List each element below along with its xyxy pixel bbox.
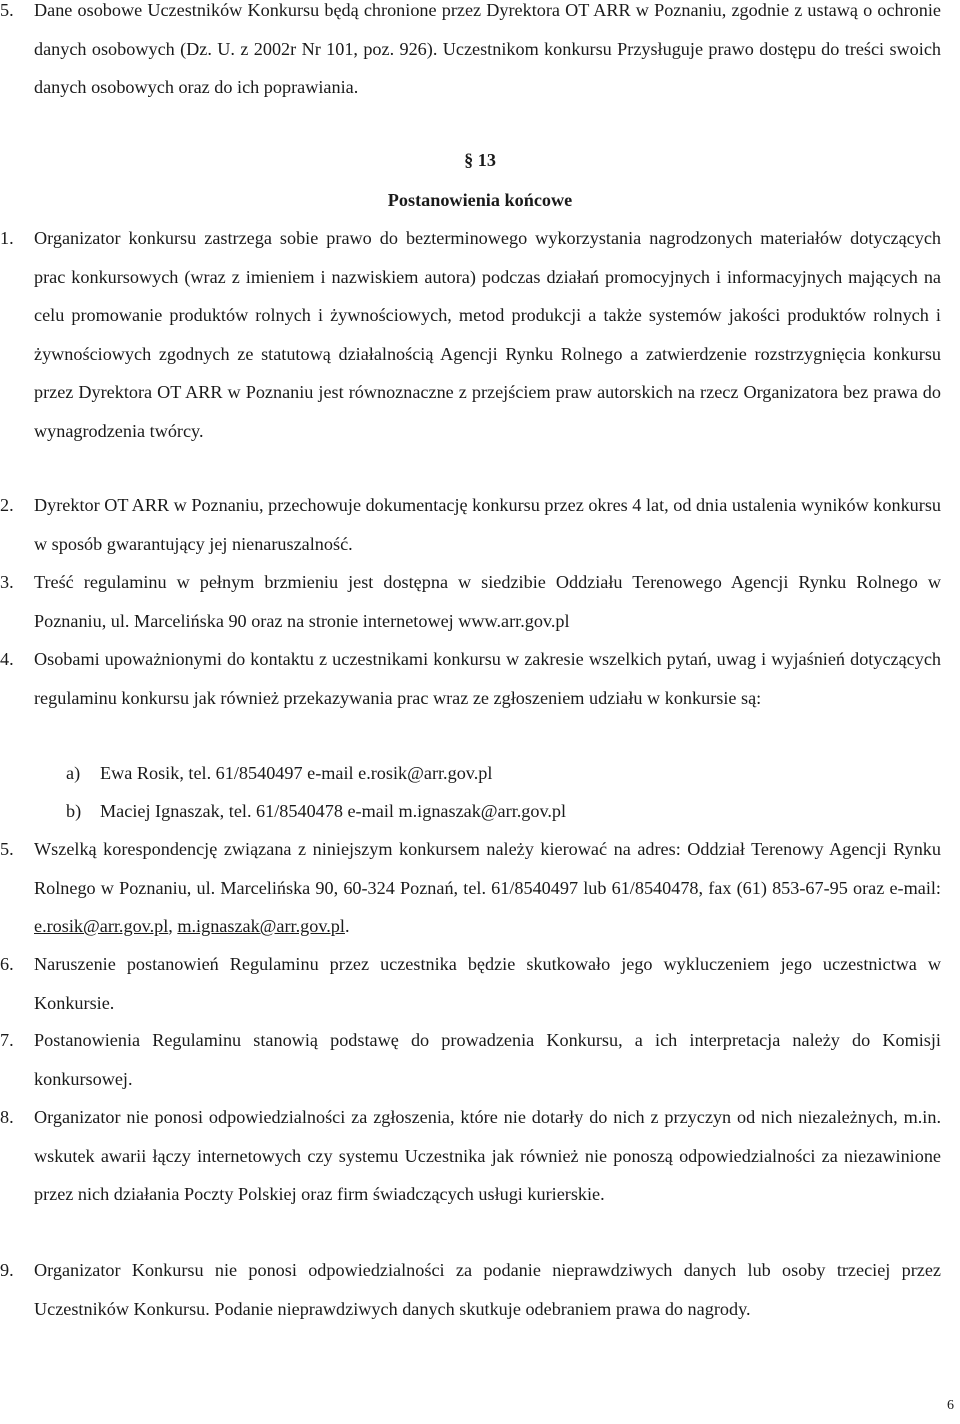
list-item-8 [0,1098,941,1214]
section-symbol: § 13 [464,150,496,170]
item-end: . [344,916,350,936]
link-separator: , [168,916,178,936]
contact-text: Maciej Ignaszak, tel. 61/8540478 e-mail m.ignaszak@arr.gov.pl [100,801,567,821]
item-number: 9. [0,1260,14,1280]
item-text: Organizator Konkursu nie ponosi odpowiedzialności za podanie nieprawdziwych danych lub osoby trzeciej przez Uczestników Konkursu. Podanie nieprawdziwych danych skutkuje odebraniem prawa do nagrody. [34,1260,941,1319]
list-item-2 [0,486,941,563]
paragraph-5-data-protection [0,0,941,107]
item-number: 8. [0,1107,14,1127]
item-number: 1. [0,228,14,248]
item-number: 4. [0,649,14,669]
list-item-1 [0,219,941,450]
item-number: 5. [0,839,14,859]
item-number: 5. [0,0,14,20]
item-text: Wszelką korespondencję związana z niniejszym konkursem należy kierować na adres: Oddział Terenowy Agencji Rynku Rolnego w Poznaniu, ul. Marcelińska 90, 60-324 Poznań, tel. 61/8540497 lub 61/8540478, fax (61) 853-67-95 oraz e-mail: [34,839,941,898]
email-link-rosik[interactable]: e.rosik@arr.gov.pl [34,916,169,936]
item-text: Osobami upoważnionymi do kontaktu z uczestnikami konkursu w zakresie wszelkich pytań, uwag i wyjaśnień dotyczących regulaminu konkursu jak również przekazywania prac wraz ze zgłoszeniem udziału w konkursie są: [34,649,941,708]
list-item-7 [0,1021,941,1098]
item-number: 7. [0,1030,14,1050]
contact-item-b [66,792,566,831]
item-number: 2. [0,495,14,515]
item-number: 6. [0,954,14,974]
contact-text: Ewa Rosik, tel. 61/8540497 e-mail e.rosik@arr.gov.pl [100,763,493,783]
item-text: Postanowienia Regulaminu stanowią podstawę do prowadzenia Konkursu, a ich interpretacja należy do Komisji konkursowej. [34,1030,941,1089]
item-text: Dyrektor OT ARR w Poznaniu, przechowuje dokumentację konkursu przez okres 4 lat, od dnia ustalenia wyników konkursu w sposób gwarantujący jej nienaruszalność. [34,495,941,554]
section-title: Postanowienia końcowe [387,190,573,210]
list-item-4 [0,640,941,717]
item-number: 3. [0,572,14,592]
page-number: 6 [947,1398,954,1413]
item-text: Dane osobowe Uczestników Konkursu będą chronione przez Dyrektora OT ARR w Poznaniu, zgodnie z ustawą o ochronie danych osobowych (Dz. U. z 2002r Nr 101, poz. 926). Uczestnikom konkursu Przysługuje prawo dostępu do treści swoich danych osobowych oraz do ich poprawiania. [34,0,941,97]
item-text: Naruszenie postanowień Regulaminu przez uczestnika będzie skutkowało jego wykluczeniem jego uczestnictwa w Konkursie. [34,954,941,1013]
contact-letter: a) [66,763,81,783]
list-item-6 [0,945,941,1022]
item-text: Organizator konkursu zastrzega sobie prawo do bezterminowego wykorzystania nagrodzonych materiałów dotyczących prac konkursowych (wraz z imieniem i nazwiskiem autora) podczas działań promocyjnych i informacyjnych mających na celu promowanie produktów rolnych i żywnościowych, metod produkcji a także systemów jakości produktów rolnych i żywnościowych zgodnych ze statutową działalnością Agencji Rynku Rolnego a zatwierdzenie rozstrzygnięcia konkursu przez Dyrektora OT ARR w Poznaniu jest równoznaczne z przejściem praw autorskich na rzecz Organizatora bez prawa do wynagrodzenia twórcy. [34,228,941,441]
list-item-9 [0,1251,941,1328]
email-link-ignaszak[interactable]: m.ignaszak@arr.gov.pl [177,916,345,936]
list-item-3 [0,563,941,640]
contact-letter: b) [66,801,82,821]
list-item-5-correspondence [0,830,941,946]
item-text: Treść regulaminu w pełnym brzmieniu jest dostępna w siedzibie Oddziału Terenowego Agencji Rynku Rolnego w Poznaniu, ul. Marcelińska 90 oraz na stronie internetowej www.arr.gov.pl [34,572,941,631]
contact-item-a [66,754,492,793]
item-text: Organizator nie ponosi odpowiedzialności za zgłoszenia, które nie dotarły do nich z przyczyn od nich niezależnych, m.in. wskutek awarii łączy internetowych czy systemu Uczestnika jak również nie ponoszą odpowiedzialności za niezawinione przez nich działania Poczty Polskiej oraz firm świadczących usługi kurierskie. [34,1107,941,1204]
